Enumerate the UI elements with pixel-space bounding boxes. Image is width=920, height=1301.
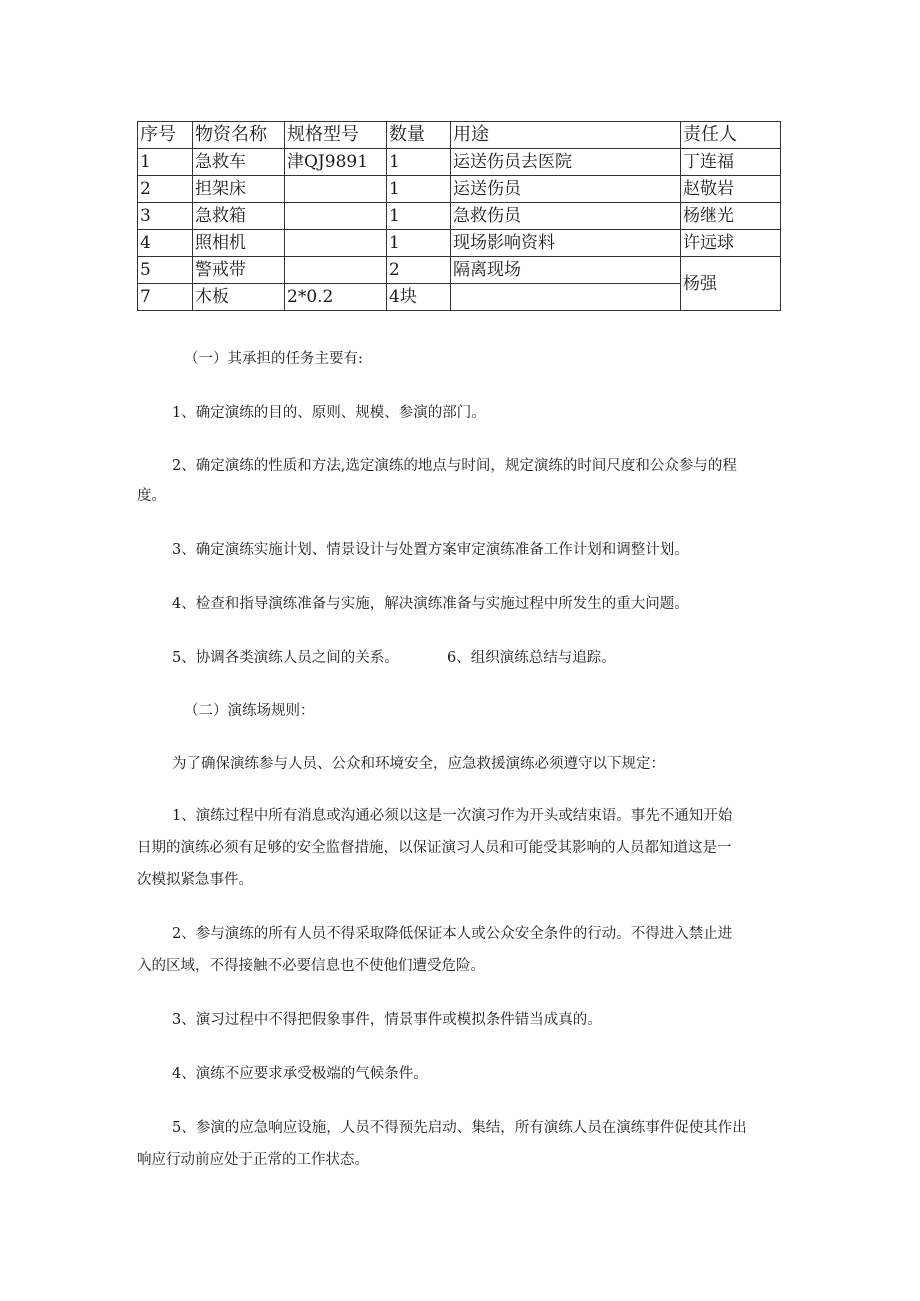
cell-no: 7 <box>138 284 193 311</box>
cell-person: 赵敬岩 <box>681 176 781 203</box>
table-row <box>138 149 781 176</box>
cell-spec <box>285 176 387 203</box>
task-item-3: 3、确定演练实施计划、情景设计与处置方案审定演练准备工作计划和调整计划。 <box>172 542 689 558</box>
table-header-row <box>138 122 781 149</box>
cell-qty: 1 <box>387 230 451 257</box>
header-cell: 责任人 <box>681 122 781 149</box>
cell-use: 运送伤员 <box>451 176 681 203</box>
rule-5-line-2: 响应行动前应处于正常的工作状态。 <box>137 1152 369 1168</box>
section-two-title: （二）演练场规则： <box>184 703 315 719</box>
cell-person: 许远球 <box>681 230 781 257</box>
header-cell: 数量 <box>387 122 451 149</box>
cell-use: 急救伤员 <box>451 203 681 230</box>
cell-qty: 1 <box>387 203 451 230</box>
cell-name: 急救箱 <box>193 203 285 230</box>
rule-2-line-2: 入的区域，不得接触不必要信息也不使他们遭受危险。 <box>137 958 485 974</box>
task-item-2-cont: 度。 <box>137 488 166 504</box>
cell-no: 1 <box>138 149 193 176</box>
header-cell: 序号 <box>138 122 193 149</box>
cell-name: 担架床 <box>193 176 285 203</box>
cell-use <box>451 284 681 311</box>
cell-person: 杨继光 <box>681 203 781 230</box>
task-item-4: 4、检查和指导演练准备与实施，解决演练准备与实施过程中所发生的重大问题。 <box>172 596 689 612</box>
table-row <box>138 203 781 230</box>
cell-qty: 1 <box>387 176 451 203</box>
rule-1-line-3: 次模拟紧急事件。 <box>137 872 253 888</box>
cell-spec: 2*0.2 <box>285 284 387 311</box>
cell-name: 照相机 <box>193 230 285 257</box>
task-item-6: 6、组织演练总结与追踪。 <box>447 650 616 666</box>
table-row <box>138 176 781 203</box>
cell-spec <box>285 203 387 230</box>
cell-no: 2 <box>138 176 193 203</box>
supplies-table <box>137 121 781 311</box>
rules-intro: 为了确保演练参与人员、公众和环境安全，应急救援演练必须遵守以下规定： <box>172 756 665 772</box>
cell-name: 警戒带 <box>193 257 285 284</box>
cell-use: 隔离现场 <box>451 257 681 284</box>
rule-2-line-1: 2、参与演练的所有人员不得采取降低保证本人或公众安全条件的行动。不得进入禁止进 <box>172 926 733 942</box>
cell-use: 运送伤员去医院 <box>451 149 681 176</box>
cell-qty: 1 <box>387 149 451 176</box>
cell-name: 木板 <box>193 284 285 311</box>
cell-person-merged: 杨强 <box>681 257 781 311</box>
cell-name: 急救车 <box>193 149 285 176</box>
rule-1-line-2: 日期的演练必须有足够的安全监督措施，以保证演习人员和可能受其影响的人员都知道这是一 <box>137 840 732 856</box>
cell-spec <box>285 257 387 284</box>
header-cell: 用途 <box>451 122 681 149</box>
task-item-5: 5、协调各类演练人员之间的关系。 <box>172 650 399 666</box>
table-row <box>138 257 781 284</box>
cell-no: 4 <box>138 230 193 257</box>
rule-5-line-1: 5、参演的应急响应设施，人员不得预先启动、集结，所有演练人员在演练事件促使其作出 <box>172 1120 747 1136</box>
rule-4: 4、演练不应要求承受极端的气候条件。 <box>172 1066 428 1082</box>
rule-1-line-1: 1、演练过程中所有消息或沟通必须以这是一次演习作为开头或结束语。事先不通知开始 <box>172 808 733 824</box>
rule-3: 3、演习过程中不得把假象事件，情景事件或模拟条件错当成真的。 <box>172 1012 602 1028</box>
cell-qty: 2 <box>387 257 451 284</box>
cell-spec: 津QJ9891 <box>285 149 387 176</box>
cell-no: 3 <box>138 203 193 230</box>
cell-qty: 4块 <box>387 284 451 311</box>
cell-person: 丁连福 <box>681 149 781 176</box>
cell-use: 现场影响资料 <box>451 230 681 257</box>
task-item-1: 1、确定演练的目的、原则、规模、参演的部门。 <box>172 405 486 421</box>
header-cell: 物资名称 <box>193 122 285 149</box>
cell-no: 5 <box>138 257 193 284</box>
table-row <box>138 230 781 257</box>
task-item-2: 2、确定演练的性质和方法,选定演练的地点与时间，规定演练的时间尺度和公众参与的程 <box>172 458 737 474</box>
header-cell: 规格型号 <box>285 122 387 149</box>
cell-spec <box>285 230 387 257</box>
section-one-title: （一）其承担的任务主要有: <box>184 351 363 367</box>
